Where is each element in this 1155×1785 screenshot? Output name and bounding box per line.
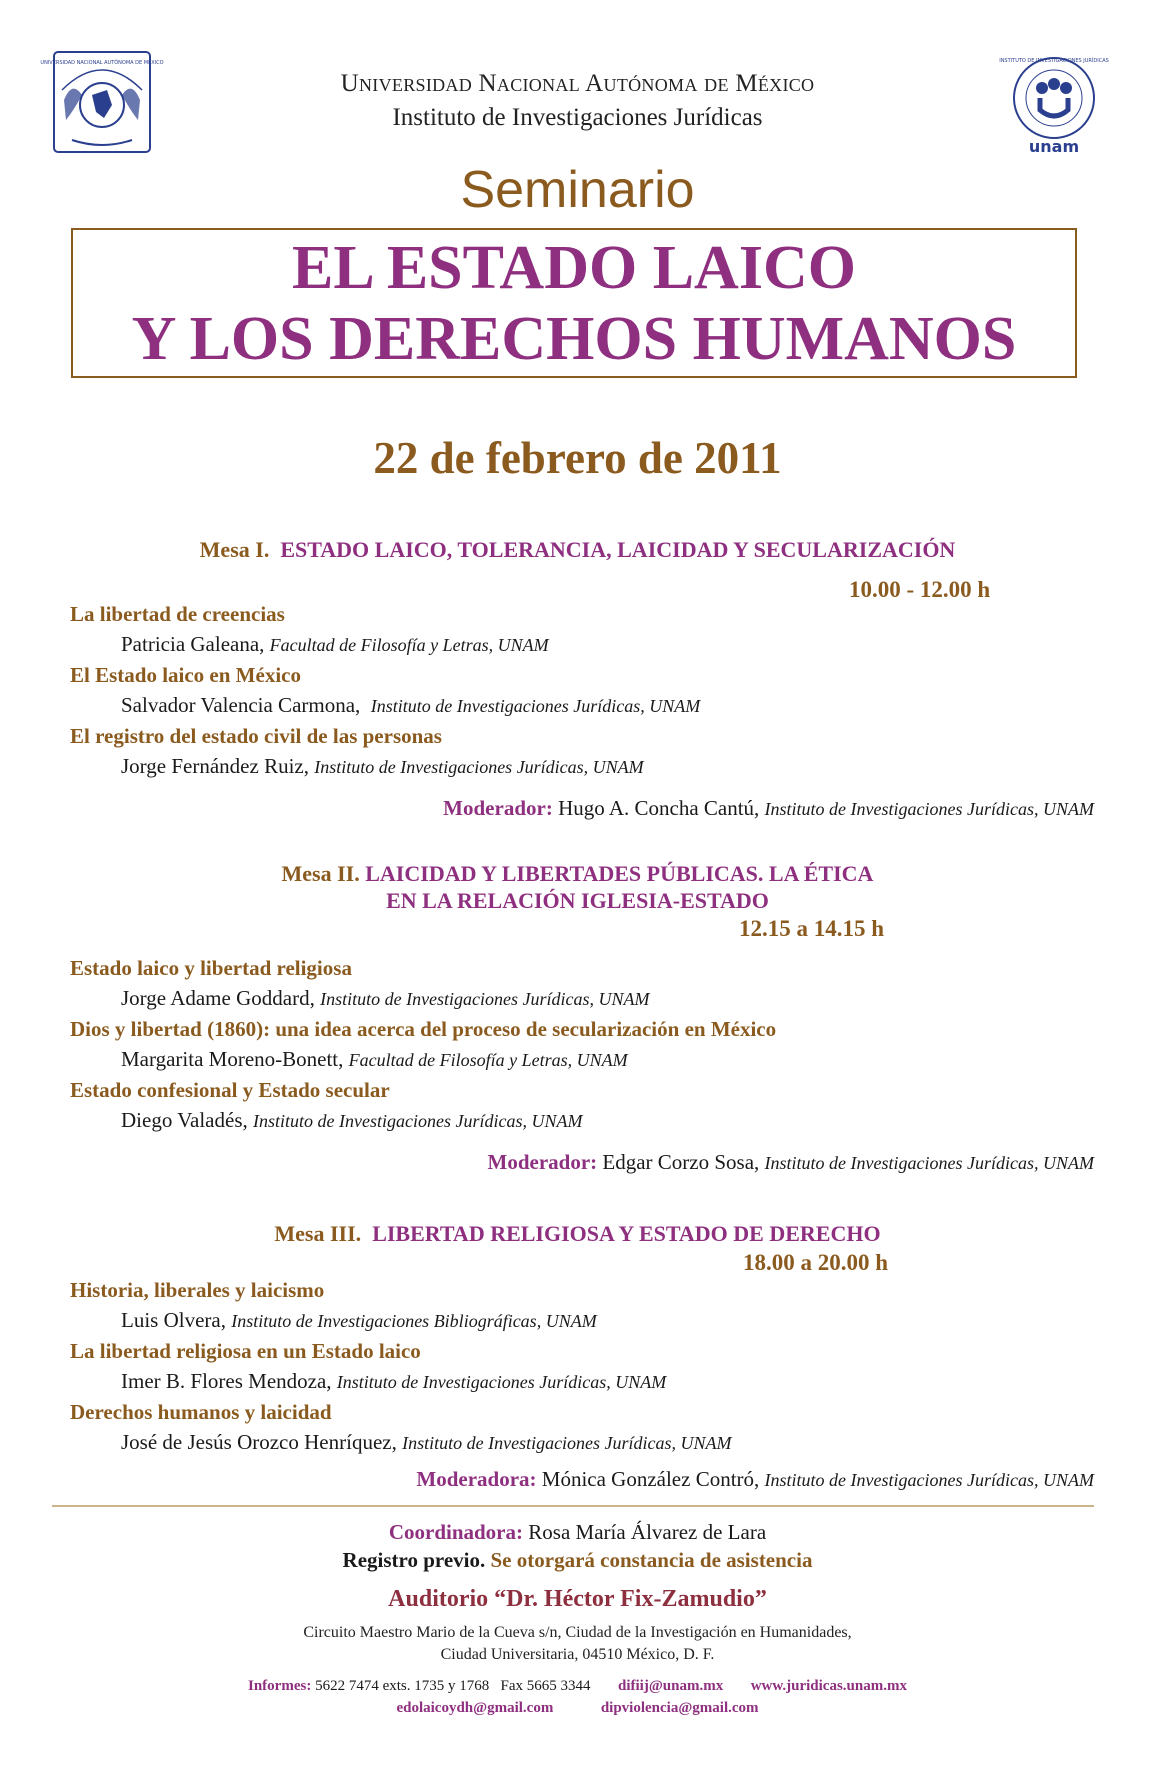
email-link[interactable]: dipviolencia@gmail.com: [600, 1700, 759, 1716]
talk-title: Historia, liberales y laicismo: [70, 1278, 325, 1302]
fax-number: Fax 5665 3344: [500, 1678, 591, 1694]
address-line-1: Circuito Maestro Mario de la Cueva s/n, Ciudad de la Investigación en Humanidades,: [303, 1624, 852, 1641]
mesa-title: LIBERTAD RELIGIOSA Y ESTADO DE DERECHO: [372, 1221, 881, 1246]
speaker-line: [121, 1047, 628, 1072]
speaker-affiliation: Instituto de Investigaciones Jurídicas, UNAM: [253, 1111, 583, 1131]
speaker-line: [121, 1308, 597, 1333]
speaker-name: Patricia Galeana,: [121, 632, 265, 656]
event-kind: Seminario: [460, 161, 695, 219]
moderator-label: Moderadora:: [416, 1467, 537, 1491]
institute-name: Instituto de Investigaciones Jurídicas: [392, 104, 763, 131]
mesa-title-line-2: EN LA RELACIÓN IGLESIA-ESTADO: [386, 888, 769, 913]
mesa-3-heading: [0, 1220, 1155, 1247]
speaker-affiliation: Instituto de Investigaciones Jurídicas, UNAM: [402, 1433, 732, 1453]
mesa-label: Mesa II.: [281, 861, 360, 886]
speaker-line: [121, 693, 700, 718]
title-box: [71, 228, 1077, 378]
moderator-name: Edgar Corzo Sosa,: [602, 1150, 760, 1174]
address-line-2: Ciudad Universitaria, 04510 México, D. F.: [440, 1646, 715, 1663]
moderator-affiliation: Instituto de Investigaciones Jurídicas, UNAM: [764, 1153, 1094, 1173]
mesa-2-heading-line-1: [0, 860, 1155, 887]
certificate-text: Se otorgará constancia de asistencia: [490, 1548, 813, 1572]
talk-title: El Estado laico en México: [70, 663, 301, 687]
talk-title: Estado confesional y Estado secular: [70, 1078, 390, 1102]
phone-numbers: 5622 7474 exts. 1735 y 1768: [315, 1678, 490, 1694]
registration-text: Registro previo.: [342, 1548, 486, 1572]
mesa-3-time: 18.00 a 20.00 h: [743, 1250, 889, 1275]
speaker-name: Margarita Moreno-Bonett,: [121, 1047, 344, 1071]
mesa-2-time: 12.15 a 14.15 h: [739, 916, 885, 941]
moderator-affiliation: Instituto de Investigaciones Jurídicas, UNAM: [764, 799, 1094, 819]
speaker-affiliation: Instituto de Investigaciones Jurídicas, UNAM: [336, 1372, 667, 1392]
moderator-name: Hugo A. Concha Cantú,: [558, 796, 760, 820]
coordinator-line: [0, 1520, 1155, 1545]
coordinator-label: Coordinadora:: [388, 1520, 524, 1544]
speaker-line: [121, 754, 644, 779]
talk-title: El registro del estado civil de las personas: [70, 724, 442, 748]
mesa-1-time: 10.00 - 12.00 h: [849, 577, 991, 602]
contact-line-1: [0, 1678, 1155, 1695]
speaker-affiliation: Instituto de Investigaciones Jurídicas, UNAM: [370, 696, 701, 716]
mesa-title-line-1: LAICIDAD Y LIBERTADES PÚBLICAS. LA ÉTICA: [365, 861, 874, 886]
coordinator-name: Rosa María Álvarez de Lara: [528, 1520, 767, 1544]
seal-right-ring-text: INSTITUTO DE INVESTIGACIONES JURÍDICAS: [999, 58, 1109, 64]
mesa-1-heading: [0, 536, 1155, 563]
email-link[interactable]: difiij@unam.mx: [618, 1678, 724, 1694]
university-name: Universidad Nacional Autónoma de México: [340, 70, 815, 97]
talk-title: Estado laico y libertad religiosa: [70, 956, 352, 980]
footer-divider: [52, 1505, 1094, 1507]
moderator-label: Moderador:: [443, 796, 553, 820]
email-link[interactable]: edolaicoydh@gmail.com: [396, 1700, 554, 1716]
registration-line: [0, 1548, 1155, 1573]
speaker-name: Luis Olvera,: [121, 1308, 226, 1332]
mesa-label: Mesa I.: [199, 537, 270, 562]
moderator-line: [443, 796, 1094, 821]
speaker-line: [121, 632, 549, 657]
auditorium-name: Auditorio “Dr. Héctor Fix-Zamudio”: [388, 1586, 767, 1612]
speaker-name: Diego Valadés,: [121, 1108, 248, 1132]
website-link[interactable]: www.juridicas.unam.mx: [750, 1678, 907, 1694]
speaker-affiliation: Instituto de Investigaciones Jurídicas, UNAM: [314, 757, 644, 777]
contact-line-2: [0, 1700, 1155, 1717]
speaker-name: Jorge Fernández Ruiz,: [121, 754, 309, 778]
speaker-affiliation: Instituto de Investigaciones Jurídicas, UNAM: [320, 989, 650, 1009]
moderator-line: [416, 1467, 1094, 1492]
seal-right-brand: unam: [1028, 137, 1080, 156]
title-line-1: EL ESTADO LAICO: [292, 234, 856, 302]
speaker-name: José de Jesús Orozco Henríquez,: [121, 1430, 397, 1454]
speaker-affiliation: Facultad de Filosofía y Letras, UNAM: [348, 1050, 628, 1070]
title-line-2: Y LOS DERECHOS HUMANOS: [131, 305, 1017, 373]
talk-title: La libertad de creencias: [70, 602, 285, 626]
moderator-line: [488, 1150, 1094, 1175]
speaker-name: Salvador Valencia Carmona,: [121, 693, 361, 717]
mesa-title: ESTADO LAICO, TOLERANCIA, LAICIDAD Y SECULARIZACIÓN: [280, 537, 956, 562]
speaker-line: [121, 1430, 732, 1455]
talk-title: Dios y libertad (1860): una idea acerca del proceso de secularización en México: [70, 1017, 777, 1041]
speaker-line: [121, 1108, 582, 1133]
talk-title: Derechos humanos y laicidad: [70, 1400, 332, 1424]
moderator-affiliation: Instituto de Investigaciones Jurídicas, UNAM: [764, 1470, 1094, 1490]
speaker-affiliation: Instituto de Investigaciones Bibliográficas, UNAM: [231, 1311, 597, 1331]
speaker-name: Jorge Adame Goddard,: [121, 986, 315, 1010]
moderator-label: Moderador:: [487, 1150, 598, 1174]
speaker-line: [121, 1369, 666, 1394]
moderator-name: Mónica González Contró,: [541, 1467, 760, 1491]
informes-label: Informes:: [248, 1678, 312, 1694]
mesa-2-heading: [0, 860, 1155, 914]
talk-title: La libertad religiosa en un Estado laico: [70, 1339, 421, 1363]
seal-left-text: UNIVERSIDAD NACIONAL AUTÓNOMA DE MÉXICO: [40, 60, 164, 66]
event-date: 22 de febrero de 2011: [373, 433, 782, 483]
speaker-line: [121, 986, 650, 1011]
speaker-affiliation: Facultad de Filosofía y Letras, UNAM: [269, 635, 549, 655]
speaker-name: Imer B. Flores Mendoza,: [121, 1369, 332, 1393]
mesa-label: Mesa III.: [274, 1221, 362, 1246]
